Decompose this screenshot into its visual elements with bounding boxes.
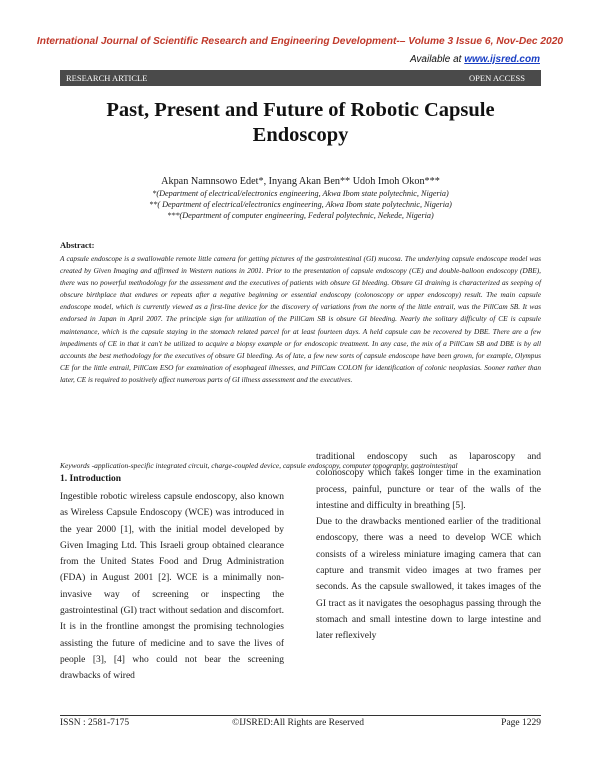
author-list: Akpan Namnsowo Edet*, Inyang Akan Ben** Udoh Imoh Okon*** <box>161 176 440 187</box>
keywords: Keywords -application-specific integrated circuit, charge-coupled device, capsule endoscopy, computer topography, gastrointestinal <box>60 461 458 470</box>
journal-website-link[interactable]: www.ijsred.com <box>464 54 540 65</box>
section-heading-introduction: 1. Introduction <box>60 474 122 484</box>
affiliation-2: **( Department of electrical/electronics engineering, Akwa Ibom state polytechnic, Nigeria) <box>149 200 452 209</box>
footer-divider <box>60 715 541 716</box>
article-type-banner <box>60 70 541 86</box>
copyright: ©IJSRED:All Rights are Reserved <box>232 718 365 728</box>
page-footer <box>60 718 541 730</box>
abstract-heading: Abstract: <box>60 240 95 250</box>
body-column-left: Ingestible robotic wireless capsule endoscopy, also known as Wireless Capsule Endoscopy (WCE) was introduced in the year 2000 [1], with the initial model developed by Given Imaging Ltd. This Israeli group obtained clearance from the United States Food and Drug Administration (FDA) in August 2001 [2]. WCE is a minimally non-invasive way of screening or inspecting the gastrointestinal (GI) tract without sedation and discomfort. It is in the frontline amongst the promising technologies assisting the future of medicine and to save the lives of people [3], [4] who could not bear the screening drawbacks of wired <box>60 492 284 682</box>
paragraph: Due to the drawbacks mentioned earlier of the traditional endoscopy, there was a need to develop WCE which consists of a wireless miniature imaging camera that can capture and transmit video images at two frames per seconds. As the capsule swallowed, it takes images of the GI tract as it navigates the oesophagus passing through the stomach and small intestine down to large intestine and later reflexively <box>316 517 541 642</box>
availability-line <box>410 54 540 65</box>
affiliation-3: ***(Department of computer engineering, Federal polytechnic, Nekede, Nigeria) <box>167 211 434 220</box>
issn: ISSN : 2581-7175 <box>60 718 130 728</box>
page-number: Page 1229 <box>501 718 541 728</box>
paragraph: traditional endoscopy such as laparoscopy and colonoscopy which takes longer time in the examination process, painful, puncture or tear of the walls of the intestine and difficulty in breathing [5]. <box>316 452 541 511</box>
journal-header: International Journal of Scientific Research and Engineering Development-– Volume 3 Issue 6, Nov-Dec 2020 <box>36 36 564 47</box>
affiliation-1: *(Department of electrical/electronics engineering, Akwa Ibom state polytechnic, Nigeria) <box>152 189 449 198</box>
available-prefix: Available at <box>409 54 465 65</box>
research-article-label: RESEARCH ARTICLE <box>66 73 148 83</box>
abstract-text: A capsule endoscope is a swallowable remote little camera for getting pictures of the gastrointestinal (GI) mucosa. The underlying capsule endoscope model was created by Given Imaging and affirmed in Western nations in 2001. Prior to the presentation of capsule endoscopy (CE) and double-balloon endoscopy (DBE), there was no powerful methodology for the assessment and the executives of patients with obsure GI bleeding. Obsure GI draining is characterized as seeping of obscure birthplace that endures or repeats after a negative beginning or essential endoscopy (colonoscopy or upper endoscopy) result. The main capsule endoscope model, which is currently viewed as a first-line device for the discovery of variations from the norm of the little entrail, was the PillCam SB. It was endorsed in Japan in April 2007. The principle sign for utilization of the PillCam SB is obsure GI bleeding. Nearly the solitary difficulty of CE is capsule maintenance, which is the capsule staying in the stomach related parcel for at least fourteen days. A held capsule can be recovered by DBE. There are a few impediments of CE in that it can't be utilized to acquire a biopsy example or for endoscopic treatment. In any case, the mix of a PillCam SB and DBE is by all accounts the best methodology for the executives of obsure GI bleeding. As of late, a few new sorts of capsule endoscope have been grown, for example, Olympus CE for the little entrail, PillCam ESO for examination of esophageal illnesses, and PillCam COLON for identification of colonic neoplasias. Sooner rather than later, CE is required to positively affect numerous parts of GI illness assessment and the executives. <box>60 254 541 384</box>
body-column-right <box>316 449 541 645</box>
open-access-label: OPEN ACCESS <box>469 73 525 83</box>
paper-title: Past, Present and Future of Robotic Capsule Endoscopy <box>106 99 495 146</box>
